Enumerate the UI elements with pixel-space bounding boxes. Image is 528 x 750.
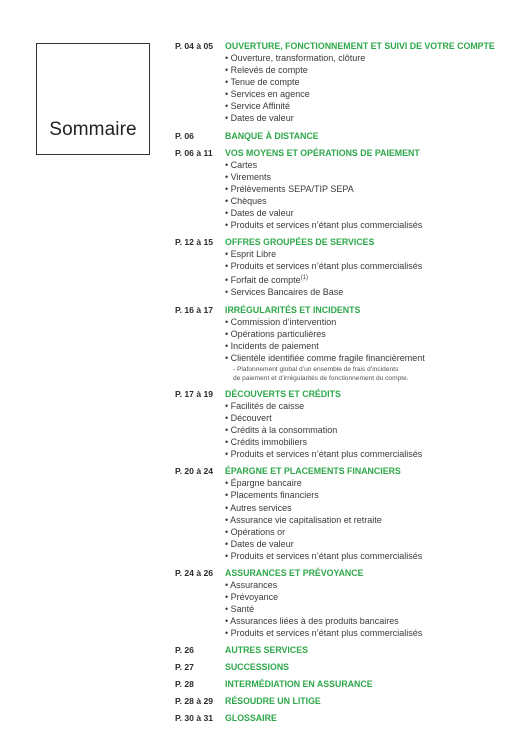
list-item: • Produits et services n’étant plus commercialisés [225, 260, 520, 272]
list-item: • Dates de valeur [225, 207, 520, 219]
list-item: • Placements financiers [225, 489, 520, 501]
list-item-text: Forfait de compte [230, 275, 301, 286]
list-item: • Chèques [225, 195, 520, 207]
page-range: P. 04 à 05 [175, 41, 214, 51]
section-heading[interactable]: ASSURANCES ET PRÉVOYANCE [225, 568, 364, 578]
list-item: • Virements [225, 171, 520, 183]
list-item: • Découvert [225, 412, 520, 424]
list-item: • Produits et services n’étant plus commercialisés [225, 448, 520, 460]
toc-section [175, 695, 520, 707]
list-item: • Autres services [225, 502, 520, 514]
toc-section [175, 147, 520, 232]
section-heading[interactable]: GLOSSAIRE [225, 713, 277, 724]
list-item [225, 272, 520, 286]
list-item: • Esprit Libre [225, 248, 520, 260]
list-item: • Tenue de compte [225, 76, 520, 88]
section-heading[interactable]: VOS MOYENS ET OPÉRATIONS DE PAIEMENT [225, 147, 420, 158]
page-range: P. 27 [175, 662, 194, 673]
section-heading[interactable]: OUVERTURE, FONCTIONNEMENT ET SUIVI DE VOTRE COMPTE [225, 41, 495, 51]
list-item: • Prévoyance [225, 591, 520, 603]
page-range: P. 30 à 31 [175, 713, 214, 724]
section-heading[interactable]: RÉSOUDRE UN LITIGE [225, 696, 321, 707]
list-item: • Services en agence [225, 88, 520, 100]
toc-section [175, 40, 520, 125]
toc-section [175, 236, 520, 298]
section-heading[interactable]: INTERMÉDIATION EN ASSURANCE [225, 679, 373, 690]
list-item: • Service Affinité [225, 100, 520, 112]
page-range: P. 06 à 11 [175, 147, 213, 158]
list-item: • Assurances liées à des produits bancaires [225, 615, 520, 627]
list-item: • Crédits immobiliers [225, 436, 520, 448]
section-heading[interactable]: DÉCOUVERTS ET CRÉDITS [225, 388, 341, 399]
list-item: • Produits et services n’étant plus commercialisés [225, 550, 520, 562]
list-item: • Clientèle identifiée comme fragile financièrement [225, 352, 520, 364]
section-heading[interactable]: ÉPARGNE ET PLACEMENTS FINANCIERS [225, 466, 401, 477]
table-of-contents [175, 40, 520, 729]
page-range: P. 16 à 17 [175, 304, 214, 315]
page-range: P. 06 [175, 130, 194, 141]
toc-section [175, 567, 520, 639]
list-item: • Services Bancaires de Base [225, 286, 520, 298]
list-item: • Assurance vie capitalisation et retraite [225, 514, 520, 526]
page-range: P. 17 à 19 [175, 388, 214, 399]
page-range: P. 28 à 29 [175, 696, 214, 707]
list-item: • Crédits à la consommation [225, 424, 520, 436]
page-range: P. 12 à 15 [175, 237, 214, 248]
section-heading[interactable]: IRRÉGULARITÉS ET INCIDENTS [225, 304, 361, 315]
sub-note [225, 365, 520, 383]
list-item: • Produits et services n’étant plus commercialisés [225, 627, 520, 639]
page-title: Sommaire [49, 119, 137, 140]
list-item: • Opérations or [225, 526, 520, 538]
toc-section [175, 304, 520, 383]
list-item: • Prélèvements SEPA/TIP SEPA [225, 183, 520, 195]
toc-section [175, 130, 520, 142]
toc-section [175, 465, 520, 562]
list-item: • Santé [225, 603, 520, 615]
footnote-marker: (1) [300, 275, 309, 282]
section-heading[interactable]: SUCCESSIONS [225, 662, 290, 673]
sub-note-line: - Plafonnement global d’un ensemble de frais d’incidents [233, 365, 399, 373]
list-item: • Incidents de paiement [225, 340, 520, 352]
toc-section [175, 712, 520, 724]
list-item: • Dates de valeur [225, 538, 520, 550]
page-range: P. 20 à 24 [175, 466, 214, 477]
toc-section [175, 678, 520, 690]
section-heading[interactable]: BANQUE À DISTANCE [225, 130, 319, 141]
page-range: P. 26 [175, 645, 194, 656]
list-item: • Commission d’intervention [225, 316, 520, 328]
list-item: • Relevés de compte [225, 64, 520, 76]
sub-note-line: de paiement et d’irrégularités de fonctionnement du compte. [233, 374, 409, 382]
list-item: • Épargne bancaire [225, 477, 520, 489]
toc-section [175, 661, 520, 673]
page-range: P. 24 à 26 [175, 568, 214, 578]
list-item: • Dates de valeur [225, 112, 520, 124]
list-item: • Ouverture, transformation, clôture [225, 52, 520, 64]
toc-section [175, 644, 520, 656]
list-item: • Assurances [225, 579, 520, 591]
list-item: • Facilités de caisse [225, 400, 520, 412]
list-item: • Cartes [225, 159, 520, 171]
page-range: P. 28 [175, 679, 194, 690]
list-item: • Opérations particulières [225, 328, 520, 340]
title-box [36, 43, 150, 155]
section-heading[interactable]: AUTRES SERVICES [225, 645, 308, 656]
list-item: • Produits et services n’étant plus commercialisés [225, 219, 520, 231]
toc-section [175, 388, 520, 460]
section-heading[interactable]: OFFRES GROUPÉES DE SERVICES [225, 237, 375, 248]
